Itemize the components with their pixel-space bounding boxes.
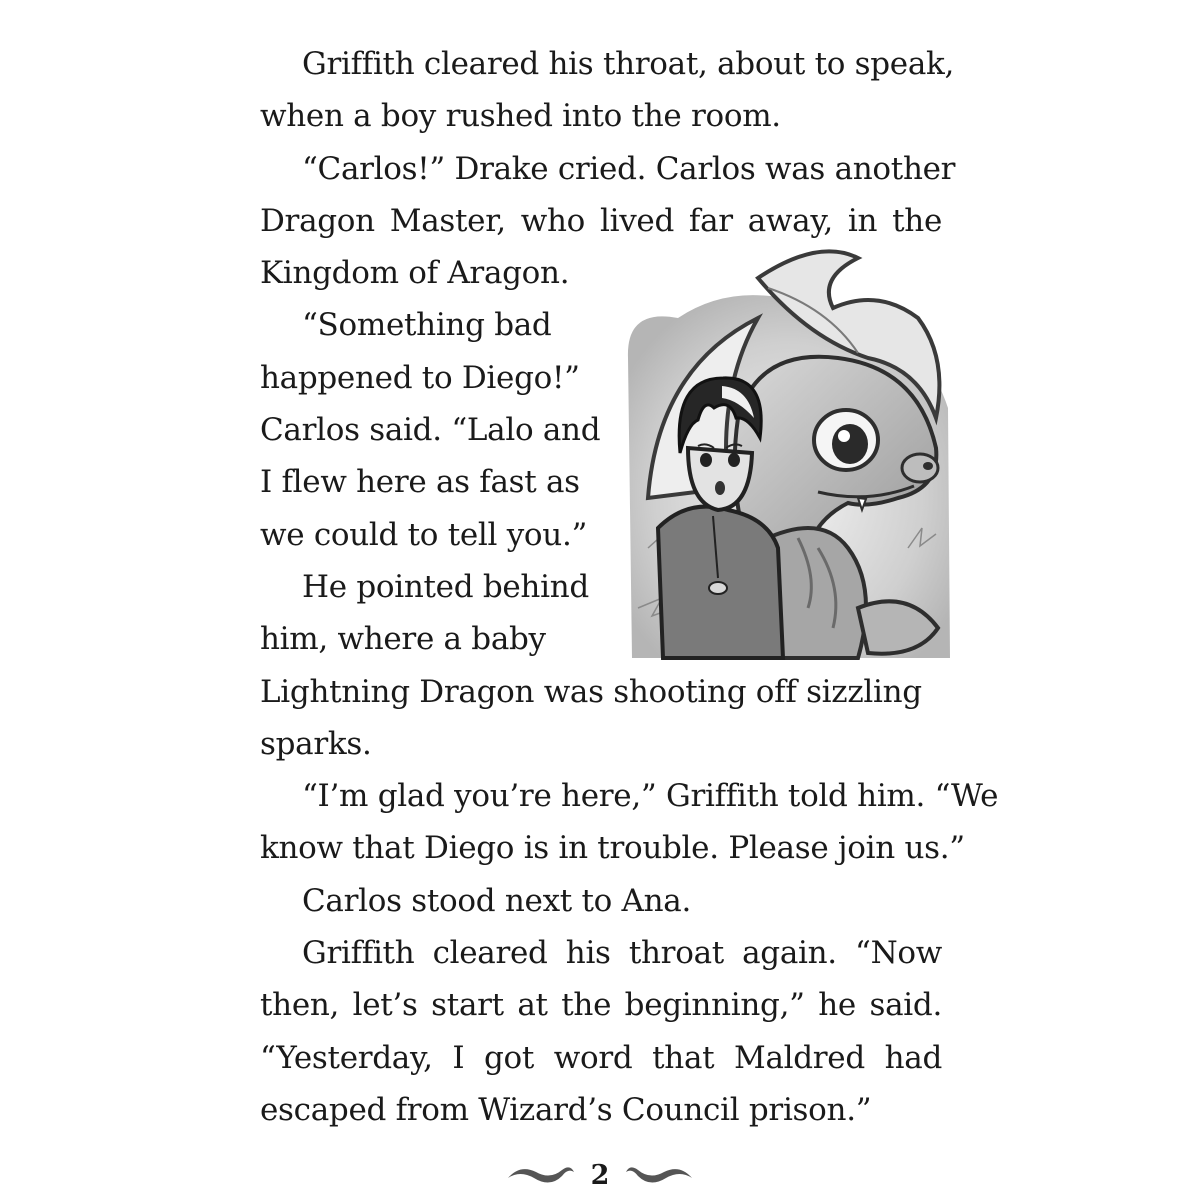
text-line: know that Diego is in trouble. Please join us.” [260, 830, 965, 867]
text-line: sparks. [260, 725, 372, 762]
text-line: Carlos said. “Lalo and [260, 412, 601, 449]
text-line: He pointed behind [302, 568, 589, 605]
text-line: Kingdom of Aragon. [260, 255, 570, 292]
page-number: 2 [590, 1160, 610, 1191]
text-line: happened to Diego!” [260, 359, 580, 396]
text-line: “I’m glad you’re here,” Griffith told him. “We [302, 778, 999, 815]
text-line: when a boy rushed into the room. [260, 98, 781, 135]
text-line: Carlos stood next to Ana. [302, 882, 692, 919]
text-line: Griffith cleared his throat again. “Now [302, 935, 942, 972]
text-line: escaped from Wizard’s Council prison.” [260, 1091, 872, 1128]
dragon-boy-illustration [618, 248, 954, 664]
text-line: “Carlos!” Drake cried. Carlos was another [302, 150, 956, 187]
text-line: Lightning Dragon was shooting off sizzling [260, 673, 922, 710]
text-line: Dragon Master, who lived far away, in the [260, 202, 942, 239]
text-line: I flew here as fast as [260, 464, 580, 501]
text-line: then, let’s start at the beginning,” he said. [260, 987, 942, 1024]
text-line: Griffith cleared his throat, about to speak, [302, 46, 955, 82]
text-line: “Yesterday, I got word that Maldred had [260, 1039, 942, 1076]
text-line: “Something bad [302, 307, 552, 344]
text-line: we could to tell you.” [260, 516, 588, 553]
text-line: him, where a baby [260, 621, 546, 658]
